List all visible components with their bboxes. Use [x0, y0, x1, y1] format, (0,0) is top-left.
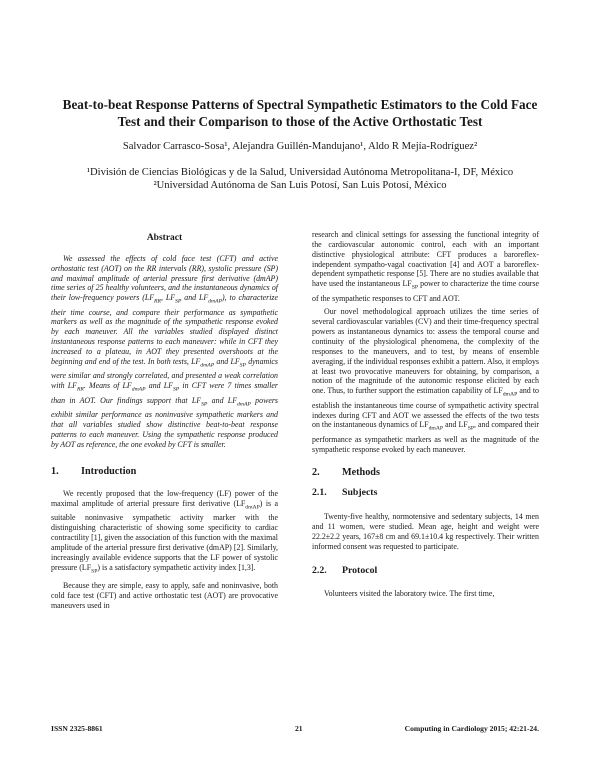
- section-title: Introduction: [81, 466, 137, 478]
- author-list: Salvador Carrasco-Sosa¹, Alejandra Guillén-Mandujano¹, Aldo R Mejía-Rodríguez²: [122, 141, 478, 152]
- section-methods-heading: [312, 468, 539, 478]
- section-number: 2.: [312, 467, 320, 479]
- abstract-body: We assessed the effects of cold face test (CFT) and active orthostatic test (AOT) on the RR intervals (RR), systolic pressure (SP) and maximal amplitude of arterial pressure first derivative (dmAP) time series of 25 healthy volunteers, and the instantaneous dynamics of their low-frequency powers ($LF_{RR}$, $LF_{SP}$ and $LF_{dmAP}$), to characterize their time course, and compare their performance as sympathetic markers as well as the magnitude of the sympathetic response evoked by each maneuver. All the variables studied displayed distinct instantaneous response patterns to each maneuver: while in CFT they increased to a plateau, in AOT they presented overshoots at the beginning and end of the test. In both tests, $LF_{dmAP}$ and $LF_{SP}$ dynamics were similar and strongly correlated, and presented a weak correlation with $LF_{RR}$. Means of $LF_{dmAP}$ and $LF_{SP}$ in CFT were 7 times smaller than in AOT. Our findings support that $LF_{SP}$ and $LF_{dmAP}$ powers exhibit similar performance as noninvasive sympathetic markers and that all variables studied show distinctive beat-to-beat response patterns to each maneuver. Using the sympathetic response produced by AOT as reference, the one evoked by CFT is smaller.: [51, 253, 278, 449]
- subsection-number: 2.2.: [312, 564, 327, 576]
- affiliation-2: ²Universidad Autónoma de San Luis Potosí, San Luis Potosí, México: [153, 180, 447, 191]
- subsection-number: 2.1.: [312, 487, 327, 499]
- affiliations: [40, 166, 560, 192]
- footer-venue: Computing in Cardiology 2015; 42:21-24.: [404, 724, 539, 733]
- section-number: 1.: [51, 466, 59, 478]
- paper-title: Beat-to-beat Response Patterns of Spectral Sympathetic Estimators to the Cold Face Test and their Comparison to those of the Active Orthostatic Test: [62, 97, 538, 129]
- footer-issn: ISSN 2325-8861: [51, 724, 103, 733]
- intro-paragraph-1: We recently proposed that the low-frequency (LF) power of the maximal amplitude of arterial pressure first derivative $(LF_{dmAP})$ is a suitable noninvasive sympathetic activity marker with the distinguishing characteristic of showing some specificity to cardiac contractility [1], given the association of this function with the maximal amplitude of the arterial pressure first derivative (dmAP) [2]. Similarly, increasingly available evidence supports that the LF power of systolic pressure $(LF_{SP})$ is a satisfactory sympathetic activity index [1,3].: [51, 489, 278, 575]
- protocol-paragraph: Volunteers visited the laboratory twice. The first time,: [324, 589, 495, 599]
- right-paragraph-2: Our novel methodological approach utilizes the time series of several cardiovascular variables (CV) and their time-frequency spectral powers as instantaneous dynamics to: assess the temporal course and continuity of the physiological phenomena, the complexity of the responses to the maneuvers, and to test, by means of ensemble averaging, if the individual responses exhibit a pattern. Also, it employs at least two provocative maneuvers for obtaining, by comparison, a notion of the magnitude of the autonomic response elicited by each one. Thus, to further support the estimation capability of $LF_{dmAP}$ and to establish the instantaneous time course of sympathetic activity spectral indexes during CFT and AOT we assessed the effects of the two tests on the instantaneous dynamics of $LF_{dmAP}$ and $LF_{SP}$, and compared their performance as sympathetic markers as well as the magnitude of the sympathetic response evoked by each maneuver.: [312, 307, 540, 454]
- subjects-paragraph: Twenty-five healthy, normotensive and sedentary subjects, 14 men and 11 women, were studied. Mean age, height and weight were 22.2±2.2 years, 167±8 cm and 69.1±10.4 kg respectively. Their written informed consent was requested to participate.: [312, 512, 539, 551]
- page-footer: [51, 724, 539, 736]
- subsection-title: Protocol: [342, 564, 378, 576]
- right-paragraph-1: research and clinical settings for assessing the functional integrity of the cardiovascular autonomic control, each with an important distinctive physiological attribute: CFT produces a baroreflex-independent sympatho-vagal coactivation [4] and AOT a baroreflex-dependent sympathetic response [5]. There are no studies available that have used the instantaneous $LF_{SP}$ power to characterize the time course of the sympathetic responses to CFT and AOT.: [312, 230, 539, 303]
- affiliation-1: ¹División de Ciencias Biológicas y de la Salud, Universidad Autónoma Metropolitana-I, DF, México: [86, 167, 514, 178]
- left-column: [51, 232, 278, 615]
- section-introduction-heading: [51, 467, 278, 477]
- subsection-subjects-heading: [312, 488, 539, 498]
- abstract-heading: Abstract: [146, 233, 183, 243]
- subsection-protocol-heading: [312, 566, 539, 576]
- footer-page-number: 21: [295, 724, 303, 733]
- section-title: Methods: [342, 467, 380, 479]
- intro-paragraph-2: Because they are simple, easy to apply, safe and noninvasive, both cold face test (CFT) and active orthostatic test (AOT) are provocative maneuvers used in: [51, 581, 278, 610]
- right-column: [312, 230, 539, 603]
- subsection-title: Subjects: [342, 487, 378, 499]
